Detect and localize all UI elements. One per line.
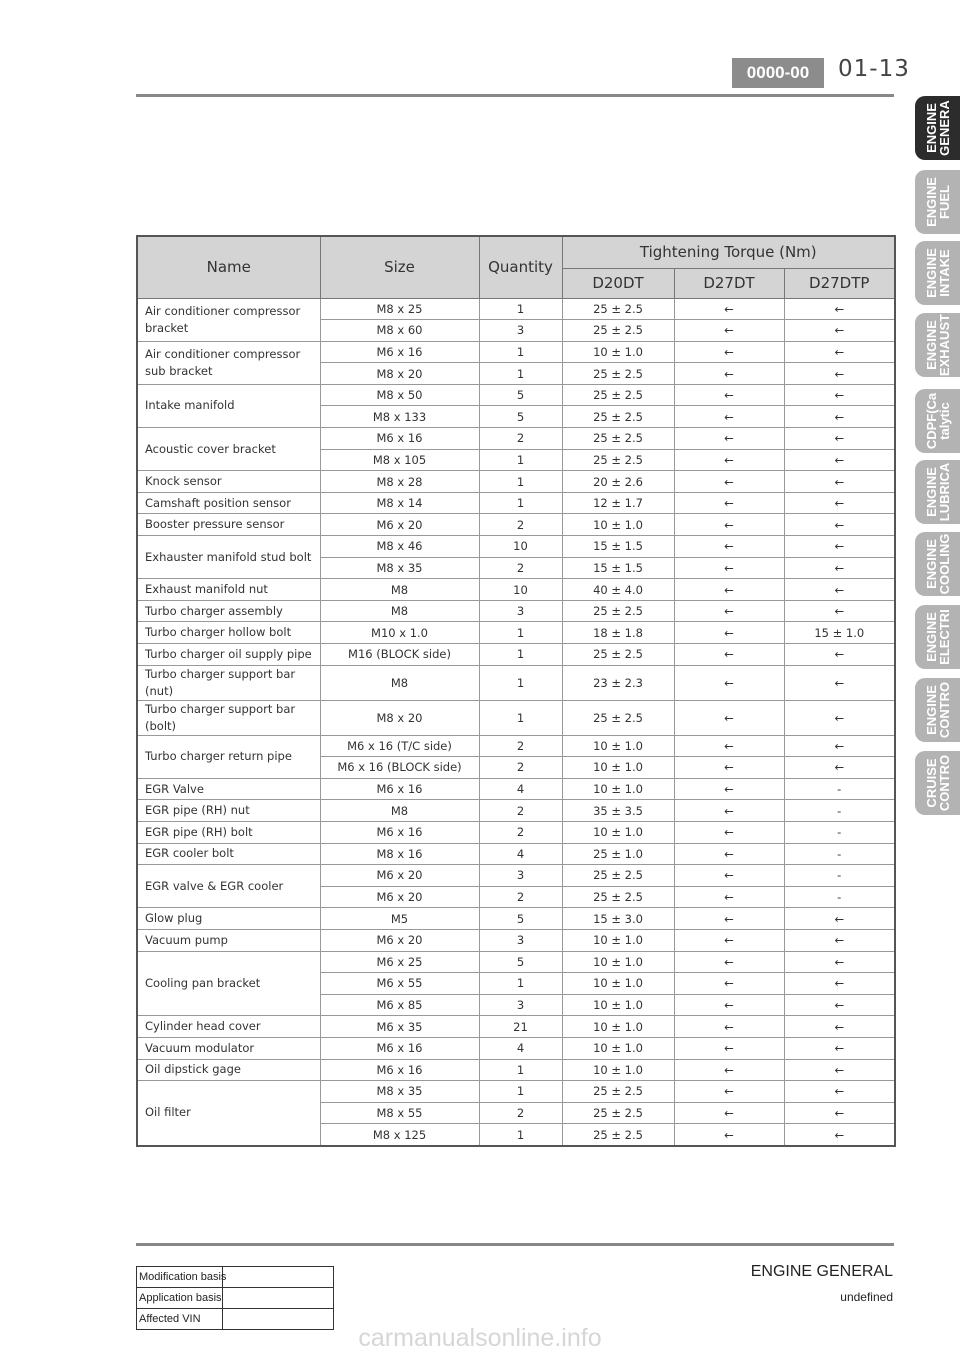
d20dt-torque-cell: 25 ± 2.5 bbox=[562, 644, 674, 666]
torque-spec-table bbox=[136, 235, 896, 1147]
tab-engine-general[interactable] bbox=[915, 96, 960, 160]
d27dt-torque-cell: ← bbox=[674, 665, 784, 700]
d27dt-torque-cell: ← bbox=[674, 800, 784, 822]
d27dtp-torque-cell: ← bbox=[784, 929, 895, 951]
table-row bbox=[137, 700, 895, 735]
d27dtp-torque-cell: ← bbox=[784, 579, 895, 601]
d27dtp-torque-cell: ← bbox=[784, 428, 895, 450]
size-cell: M8 x 105 bbox=[320, 449, 479, 471]
quantity-cell: 1 bbox=[479, 1059, 562, 1081]
d27dt-torque-cell: ← bbox=[674, 363, 784, 385]
part-name-cell: Intake manifold bbox=[137, 384, 320, 427]
table-row bbox=[137, 579, 895, 601]
table-row bbox=[137, 298, 895, 320]
quantity-cell: 1 bbox=[479, 644, 562, 666]
d27dt-torque-cell: ← bbox=[674, 536, 784, 558]
table-row bbox=[137, 908, 895, 930]
table-row bbox=[137, 843, 895, 865]
table-row bbox=[137, 471, 895, 493]
header-divider bbox=[136, 94, 894, 97]
part-name-cell: Turbo charger oil supply pipe bbox=[137, 644, 320, 666]
size-cell: M6 x 16 bbox=[320, 778, 479, 800]
d20dt-torque-cell: 25 ± 2.5 bbox=[562, 428, 674, 450]
tab-label: CRUISE CONTRO bbox=[923, 754, 952, 812]
d20dt-torque-cell: 15 ± 1.5 bbox=[562, 557, 674, 579]
d27dt-torque-cell: ← bbox=[674, 994, 784, 1016]
d27dtp-torque-cell: ← bbox=[784, 1124, 895, 1146]
d20dt-torque-cell: 25 ± 2.5 bbox=[562, 1102, 674, 1124]
tab-label: ENGINE ELECTRI bbox=[923, 609, 952, 665]
d27dtp-torque-cell: - bbox=[784, 821, 895, 843]
table-row bbox=[137, 622, 895, 644]
d27dtp-torque-cell: - bbox=[784, 886, 895, 908]
d27dt-torque-cell: ← bbox=[674, 973, 784, 995]
tab-cdpf[interactable] bbox=[915, 389, 960, 453]
d27dtp-torque-cell: ← bbox=[784, 973, 895, 995]
quantity-cell: 10 bbox=[479, 579, 562, 601]
size-cell: M8 x 125 bbox=[320, 1124, 479, 1146]
part-name-cell: Vacuum pump bbox=[137, 929, 320, 951]
d20dt-torque-cell: 10 ± 1.0 bbox=[562, 1016, 674, 1038]
d27dt-torque-cell: ← bbox=[674, 320, 784, 342]
quantity-cell: 1 bbox=[479, 471, 562, 493]
size-cell: M8 x 35 bbox=[320, 1081, 479, 1103]
size-cell: M8 x 60 bbox=[320, 320, 479, 342]
part-name-cell: Turbo charger support bar (bolt) bbox=[137, 700, 320, 735]
tab-engine-intake[interactable] bbox=[915, 241, 960, 305]
tab-engine-fuel[interactable] bbox=[915, 170, 960, 234]
d20dt-torque-cell: 25 ± 2.5 bbox=[562, 1081, 674, 1103]
d20dt-torque-cell: 25 ± 2.5 bbox=[562, 886, 674, 908]
quantity-cell: 2 bbox=[479, 428, 562, 450]
d27dtp-torque-cell: ← bbox=[784, 320, 895, 342]
d20dt-torque-cell: 35 ± 3.5 bbox=[562, 800, 674, 822]
part-name-cell: Exhaust manifold nut bbox=[137, 579, 320, 601]
header-name: Name bbox=[137, 236, 320, 298]
size-cell: M6 x 20 bbox=[320, 514, 479, 536]
quantity-cell: 5 bbox=[479, 951, 562, 973]
d27dt-torque-cell: ← bbox=[674, 1016, 784, 1038]
part-name-cell: EGR cooler bolt bbox=[137, 843, 320, 865]
quantity-cell: 1 bbox=[479, 1081, 562, 1103]
d27dtp-torque-cell: ← bbox=[784, 449, 895, 471]
d27dt-torque-cell: ← bbox=[674, 557, 784, 579]
d27dtp-torque-cell: - bbox=[784, 865, 895, 887]
size-cell: M6 x 16 bbox=[320, 341, 479, 363]
size-cell: M6 x 20 bbox=[320, 886, 479, 908]
table-row bbox=[137, 492, 895, 514]
d27dtp-torque-cell: ← bbox=[784, 298, 895, 320]
table-row bbox=[137, 384, 895, 406]
size-cell: M8 x 25 bbox=[320, 298, 479, 320]
table-row bbox=[137, 600, 895, 622]
d27dtp-torque-cell: ← bbox=[784, 492, 895, 514]
part-name-cell: EGR valve & EGR cooler bbox=[137, 865, 320, 908]
size-cell: M16 (BLOCK side) bbox=[320, 644, 479, 666]
quantity-cell: 1 bbox=[479, 298, 562, 320]
d27dtp-torque-cell: ← bbox=[784, 600, 895, 622]
quantity-cell: 1 bbox=[479, 341, 562, 363]
header-torque: Tightening Torque (Nm) bbox=[562, 236, 895, 268]
header-d20dt: D20DT bbox=[562, 268, 674, 298]
d20dt-torque-cell: 10 ± 1.0 bbox=[562, 929, 674, 951]
table-row bbox=[137, 821, 895, 843]
part-name-cell: Glow plug bbox=[137, 908, 320, 930]
d27dt-torque-cell: ← bbox=[674, 757, 784, 779]
d20dt-torque-cell: 25 ± 2.5 bbox=[562, 600, 674, 622]
d20dt-torque-cell: 15 ± 1.5 bbox=[562, 536, 674, 558]
size-cell: M6 x 16 bbox=[320, 1059, 479, 1081]
d27dt-torque-cell: ← bbox=[674, 406, 784, 428]
tab-label: ENGINE LUBRICA bbox=[923, 462, 952, 522]
d27dtp-torque-cell: ← bbox=[784, 1016, 895, 1038]
d27dt-torque-cell: ← bbox=[674, 735, 784, 757]
d27dt-torque-cell: ← bbox=[674, 1102, 784, 1124]
header-d27dt: D27DT bbox=[674, 268, 784, 298]
d27dtp-torque-cell: ← bbox=[784, 735, 895, 757]
footer-subtitle: undefined bbox=[840, 1290, 893, 1304]
quantity-cell: 2 bbox=[479, 735, 562, 757]
part-name-cell: Booster pressure sensor bbox=[137, 514, 320, 536]
d20dt-torque-cell: 25 ± 2.5 bbox=[562, 700, 674, 735]
table-row bbox=[137, 341, 895, 363]
tab-label: ENGINE FUEL bbox=[923, 177, 952, 227]
table-row bbox=[137, 428, 895, 450]
table-row bbox=[137, 536, 895, 558]
d20dt-torque-cell: 25 ± 2.5 bbox=[562, 449, 674, 471]
quantity-cell: 1 bbox=[479, 1124, 562, 1146]
quantity-cell: 2 bbox=[479, 757, 562, 779]
d27dt-torque-cell: ← bbox=[674, 1037, 784, 1059]
part-name-cell: Cooling pan bracket bbox=[137, 951, 320, 1016]
header-size: Size bbox=[320, 236, 479, 298]
d27dtp-torque-cell: ← bbox=[784, 994, 895, 1016]
part-name-cell: Knock sensor bbox=[137, 471, 320, 493]
d27dtp-torque-cell: ← bbox=[784, 341, 895, 363]
d20dt-torque-cell: 23 ± 2.3 bbox=[562, 665, 674, 700]
modification-table bbox=[136, 1266, 334, 1330]
d27dtp-torque-cell: ← bbox=[784, 665, 895, 700]
size-cell: M6 x 55 bbox=[320, 973, 479, 995]
affected-vin-label: Affected VIN bbox=[137, 1309, 223, 1330]
size-cell: M6 x 16 (T/C side) bbox=[320, 735, 479, 757]
size-cell: M6 x 16 bbox=[320, 428, 479, 450]
part-name-cell: Turbo charger hollow bolt bbox=[137, 622, 320, 644]
size-cell: M10 x 1.0 bbox=[320, 622, 479, 644]
size-cell: M6 x 20 bbox=[320, 865, 479, 887]
size-cell: M8 x 55 bbox=[320, 1102, 479, 1124]
part-name-cell: Cylinder head cover bbox=[137, 1016, 320, 1038]
quantity-cell: 5 bbox=[479, 406, 562, 428]
size-cell: M8 x 20 bbox=[320, 363, 479, 385]
header-quantity: Quantity bbox=[479, 236, 562, 298]
d20dt-torque-cell: 10 ± 1.0 bbox=[562, 1037, 674, 1059]
d27dtp-torque-cell: ← bbox=[784, 757, 895, 779]
quantity-cell: 2 bbox=[479, 514, 562, 536]
table-row bbox=[137, 1037, 895, 1059]
watermark: carmanualsonline.info bbox=[358, 1324, 602, 1352]
part-name-cell: Oil dipstick gage bbox=[137, 1059, 320, 1081]
d20dt-torque-cell: 40 ± 4.0 bbox=[562, 579, 674, 601]
d27dtp-torque-cell: ← bbox=[784, 406, 895, 428]
tab-label: CDPF(Ca talytic bbox=[923, 392, 952, 450]
d27dt-torque-cell: ← bbox=[674, 622, 784, 644]
application-basis-value bbox=[223, 1288, 334, 1309]
quantity-cell: 3 bbox=[479, 994, 562, 1016]
d27dt-torque-cell: ← bbox=[674, 951, 784, 973]
tab-label: ENGINE COOLING bbox=[923, 533, 952, 595]
tab-engine-control[interactable] bbox=[915, 678, 960, 742]
d27dt-torque-cell: ← bbox=[674, 471, 784, 493]
d27dtp-torque-cell: 15 ± 1.0 bbox=[784, 622, 895, 644]
d27dtp-torque-cell: - bbox=[784, 800, 895, 822]
section-code-badge: 0000-00 bbox=[732, 58, 824, 88]
d20dt-torque-cell: 25 ± 2.5 bbox=[562, 363, 674, 385]
quantity-cell: 1 bbox=[479, 665, 562, 700]
d20dt-torque-cell: 10 ± 1.0 bbox=[562, 1059, 674, 1081]
quantity-cell: 4 bbox=[479, 778, 562, 800]
d20dt-torque-cell: 10 ± 1.0 bbox=[562, 735, 674, 757]
d27dtp-torque-cell: - bbox=[784, 778, 895, 800]
d27dt-torque-cell: ← bbox=[674, 886, 784, 908]
quantity-cell: 1 bbox=[479, 700, 562, 735]
size-cell: M8 bbox=[320, 665, 479, 700]
table-row bbox=[137, 951, 895, 973]
size-cell: M8 x 16 bbox=[320, 843, 479, 865]
part-name-cell: Air conditioner compressor bracket bbox=[137, 298, 320, 341]
d27dtp-torque-cell: ← bbox=[784, 557, 895, 579]
part-name-cell: Turbo charger return pipe bbox=[137, 735, 320, 778]
d20dt-torque-cell: 15 ± 3.0 bbox=[562, 908, 674, 930]
part-name-cell: Acoustic cover bracket bbox=[137, 428, 320, 471]
d20dt-torque-cell: 25 ± 1.0 bbox=[562, 843, 674, 865]
d20dt-torque-cell: 25 ± 2.5 bbox=[562, 865, 674, 887]
quantity-cell: 2 bbox=[479, 821, 562, 843]
table-body bbox=[137, 298, 895, 1146]
d27dtp-torque-cell: - bbox=[784, 843, 895, 865]
d20dt-torque-cell: 10 ± 1.0 bbox=[562, 341, 674, 363]
d20dt-torque-cell: 10 ± 1.0 bbox=[562, 951, 674, 973]
table-row bbox=[137, 514, 895, 536]
d27dtp-torque-cell: ← bbox=[784, 1037, 895, 1059]
size-cell: M8 x 14 bbox=[320, 492, 479, 514]
part-name-cell: Air conditioner compressor sub bracket bbox=[137, 341, 320, 384]
header-d27dtp: D27DTP bbox=[784, 268, 895, 298]
table-row bbox=[137, 778, 895, 800]
size-cell: M6 x 16 bbox=[320, 821, 479, 843]
tab-label: ENGINE INTAKE bbox=[923, 248, 952, 298]
d20dt-torque-cell: 25 ± 2.5 bbox=[562, 406, 674, 428]
tab-label: ENGINE GENERA bbox=[923, 100, 952, 156]
table-row bbox=[137, 929, 895, 951]
table-row bbox=[137, 1059, 895, 1081]
size-cell: M6 x 35 bbox=[320, 1016, 479, 1038]
size-cell: M8 bbox=[320, 800, 479, 822]
quantity-cell: 2 bbox=[479, 886, 562, 908]
d20dt-torque-cell: 10 ± 1.0 bbox=[562, 514, 674, 536]
d27dtp-torque-cell: ← bbox=[784, 363, 895, 385]
table-row bbox=[137, 644, 895, 666]
d27dtp-torque-cell: ← bbox=[784, 700, 895, 735]
d20dt-torque-cell: 10 ± 1.0 bbox=[562, 778, 674, 800]
size-cell: M6 x 85 bbox=[320, 994, 479, 1016]
d27dt-torque-cell: ← bbox=[674, 449, 784, 471]
d27dt-torque-cell: ← bbox=[674, 843, 784, 865]
quantity-cell: 2 bbox=[479, 557, 562, 579]
quantity-cell: 3 bbox=[479, 320, 562, 342]
part-name-cell: Exhauster manifold stud bolt bbox=[137, 536, 320, 579]
d27dtp-torque-cell: ← bbox=[784, 514, 895, 536]
quantity-cell: 21 bbox=[479, 1016, 562, 1038]
quantity-cell: 1 bbox=[479, 492, 562, 514]
d27dtp-torque-cell: ← bbox=[784, 536, 895, 558]
tab-engine-exhaust[interactable] bbox=[915, 313, 960, 377]
size-cell: M8 x 20 bbox=[320, 700, 479, 735]
part-name-cell: Vacuum modulator bbox=[137, 1037, 320, 1059]
quantity-cell: 4 bbox=[479, 843, 562, 865]
part-name-cell: EGR Valve bbox=[137, 778, 320, 800]
tab-label: ENGINE CONTRO bbox=[923, 681, 952, 739]
page-number: 01-13 bbox=[838, 56, 910, 82]
quantity-cell: 4 bbox=[479, 1037, 562, 1059]
size-cell: M6 x 20 bbox=[320, 929, 479, 951]
quantity-cell: 5 bbox=[479, 384, 562, 406]
size-cell: M8 x 28 bbox=[320, 471, 479, 493]
part-name-cell: EGR pipe (RH) bolt bbox=[137, 821, 320, 843]
tab-engine-lubrication[interactable] bbox=[915, 460, 960, 524]
size-cell: M8 x 133 bbox=[320, 406, 479, 428]
tab-engine-cooling[interactable] bbox=[915, 532, 960, 596]
d27dtp-torque-cell: ← bbox=[784, 384, 895, 406]
modification-basis-value bbox=[223, 1267, 334, 1288]
d27dt-torque-cell: ← bbox=[674, 428, 784, 450]
size-cell: M6 x 16 (BLOCK side) bbox=[320, 757, 479, 779]
quantity-cell: 3 bbox=[479, 865, 562, 887]
tab-cruise-control[interactable] bbox=[915, 751, 960, 815]
d20dt-torque-cell: 12 ± 1.7 bbox=[562, 492, 674, 514]
size-cell: M8 x 35 bbox=[320, 557, 479, 579]
quantity-cell: 1 bbox=[479, 363, 562, 385]
quantity-cell: 1 bbox=[479, 622, 562, 644]
d20dt-torque-cell: 10 ± 1.0 bbox=[562, 994, 674, 1016]
d20dt-torque-cell: 25 ± 2.5 bbox=[562, 320, 674, 342]
tab-engine-electrical[interactable] bbox=[915, 605, 960, 669]
d20dt-torque-cell: 25 ± 2.5 bbox=[562, 1124, 674, 1146]
d27dt-torque-cell: ← bbox=[674, 908, 784, 930]
d27dt-torque-cell: ← bbox=[674, 1124, 784, 1146]
d27dt-torque-cell: ← bbox=[674, 1081, 784, 1103]
part-name-cell: Turbo charger assembly bbox=[137, 600, 320, 622]
d27dt-torque-cell: ← bbox=[674, 600, 784, 622]
size-cell: M8 x 50 bbox=[320, 384, 479, 406]
d20dt-torque-cell: 18 ± 1.8 bbox=[562, 622, 674, 644]
d27dt-torque-cell: ← bbox=[674, 929, 784, 951]
size-cell: M8 bbox=[320, 579, 479, 601]
d27dt-torque-cell: ← bbox=[674, 778, 784, 800]
part-name-cell: Turbo charger support bar (nut) bbox=[137, 665, 320, 700]
part-name-cell: Camshaft position sensor bbox=[137, 492, 320, 514]
d27dt-torque-cell: ← bbox=[674, 492, 784, 514]
size-cell: M5 bbox=[320, 908, 479, 930]
d20dt-torque-cell: 10 ± 1.0 bbox=[562, 821, 674, 843]
quantity-cell: 3 bbox=[479, 600, 562, 622]
d27dtp-torque-cell: ← bbox=[784, 908, 895, 930]
tab-label: ENGINE EXHAUST bbox=[923, 313, 952, 377]
d27dtp-torque-cell: ← bbox=[784, 1081, 895, 1103]
quantity-cell: 3 bbox=[479, 929, 562, 951]
d20dt-torque-cell: 25 ± 2.5 bbox=[562, 384, 674, 406]
quantity-cell: 5 bbox=[479, 908, 562, 930]
quantity-cell: 1 bbox=[479, 449, 562, 471]
table-row bbox=[137, 735, 895, 757]
d27dtp-torque-cell: ← bbox=[784, 1102, 895, 1124]
d20dt-torque-cell: 20 ± 2.6 bbox=[562, 471, 674, 493]
part-name-cell: EGR pipe (RH) nut bbox=[137, 800, 320, 822]
d27dt-torque-cell: ← bbox=[674, 1059, 784, 1081]
footer-divider bbox=[136, 1243, 894, 1246]
quantity-cell: 10 bbox=[479, 536, 562, 558]
modification-basis-label: Modification basis bbox=[137, 1267, 223, 1288]
d20dt-torque-cell: 25 ± 2.5 bbox=[562, 298, 674, 320]
footer-title: ENGINE GENERAL bbox=[750, 1263, 893, 1280]
application-basis-label: Application basis bbox=[137, 1288, 223, 1309]
d27dt-torque-cell: ← bbox=[674, 298, 784, 320]
d27dtp-torque-cell: ← bbox=[784, 951, 895, 973]
quantity-cell: 2 bbox=[479, 800, 562, 822]
table-row bbox=[137, 665, 895, 700]
size-cell: M6 x 25 bbox=[320, 951, 479, 973]
size-cell: M8 x 46 bbox=[320, 536, 479, 558]
d27dtp-torque-cell: ← bbox=[784, 1059, 895, 1081]
part-name-cell: Oil filter bbox=[137, 1081, 320, 1146]
d27dt-torque-cell: ← bbox=[674, 644, 784, 666]
d20dt-torque-cell: 10 ± 1.0 bbox=[562, 757, 674, 779]
table-row bbox=[137, 1016, 895, 1038]
table-row bbox=[137, 800, 895, 822]
d27dt-torque-cell: ← bbox=[674, 341, 784, 363]
table-row bbox=[137, 1081, 895, 1103]
d27dt-torque-cell: ← bbox=[674, 865, 784, 887]
d27dtp-torque-cell: ← bbox=[784, 471, 895, 493]
d27dt-torque-cell: ← bbox=[674, 700, 784, 735]
d27dt-torque-cell: ← bbox=[674, 384, 784, 406]
size-cell: M6 x 16 bbox=[320, 1037, 479, 1059]
d20dt-torque-cell: 10 ± 1.0 bbox=[562, 973, 674, 995]
quantity-cell: 1 bbox=[479, 973, 562, 995]
d27dt-torque-cell: ← bbox=[674, 514, 784, 536]
quantity-cell: 2 bbox=[479, 1102, 562, 1124]
table-row bbox=[137, 865, 895, 887]
d27dt-torque-cell: ← bbox=[674, 821, 784, 843]
size-cell: M8 bbox=[320, 600, 479, 622]
d27dtp-torque-cell: ← bbox=[784, 644, 895, 666]
d27dt-torque-cell: ← bbox=[674, 579, 784, 601]
